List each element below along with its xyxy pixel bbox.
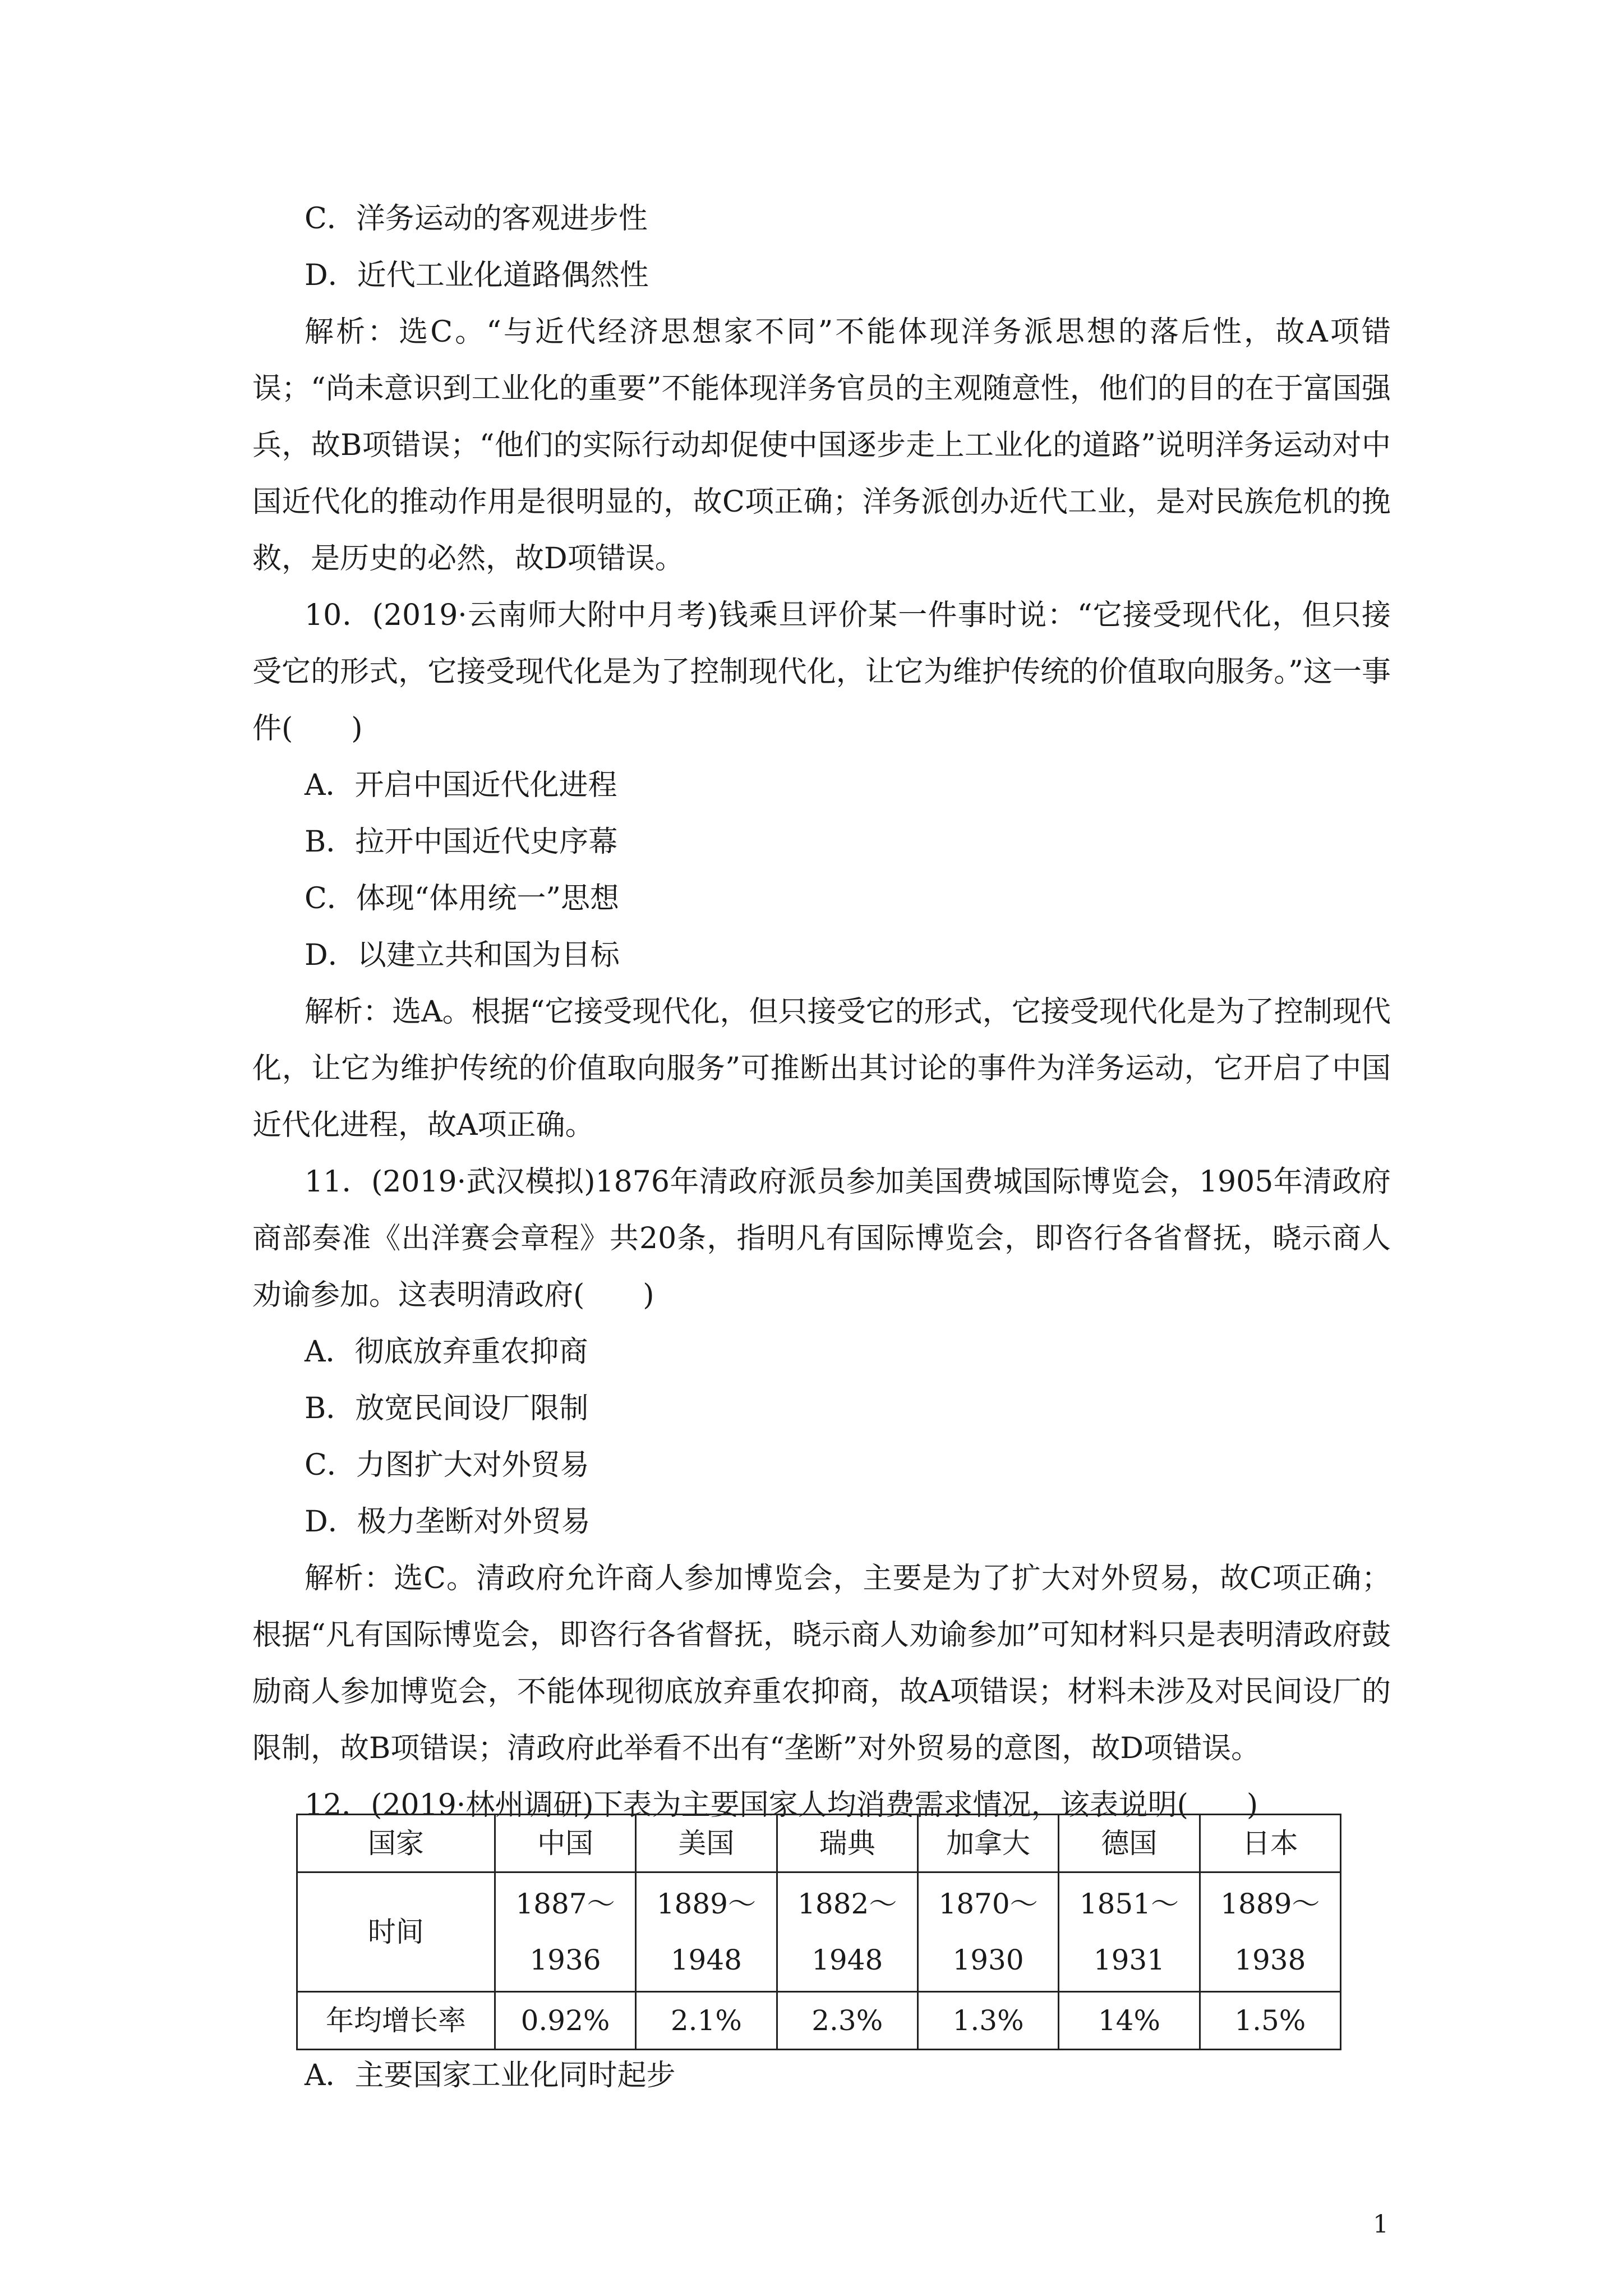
rate-cell: 1.3%	[917, 1992, 1058, 2050]
time-label-cell: 时间	[297, 1872, 495, 1992]
rate-cell: 1.5%	[1200, 1992, 1340, 2050]
rate-label-cell: 年均增长率	[297, 1992, 495, 2050]
time-end: 1936	[529, 1944, 601, 1976]
page-number: 1	[1373, 2210, 1389, 2239]
table-header-row	[297, 1815, 1341, 1872]
q10-analysis: 解析：选A。根据“它接受现代化，但只接受它的形式，它接受现代化是为了控制现代化，让它为维护传统的价值取向服务”可推断出其讨论的事件为洋务运动，它开启了中国近代化进程，故A项正确。	[252, 995, 1391, 1142]
time-start: 1870～	[938, 1888, 1038, 1920]
time-end: 1948	[670, 1944, 742, 1976]
country-cell: 美国	[636, 1815, 777, 1872]
q9-option-c: C．洋务运动的客观进步性	[305, 202, 648, 236]
q11-stem: 11．(2019·武汉模拟)1876年清政府派员参加美国费城国际博览会，1905年清政府商部奏准《出洋赛会章程》共20条，指明凡有国际博览会，即咨行各省督抚，晓示商人劝谕参加。这表明清政府( )	[252, 1165, 1391, 1312]
q11-analysis: 解析：选C。清政府允许商人参加博览会，主要是为了扩大对外贸易，故C项正确；根据“凡有国际博览会，即咨行各省督抚，晓示商人劝谕参加”可知材料只是表明清政府鼓励商人参加博览会，不能体现彻底放弃重农抑商，故A项错误；材料未涉及对民间设厂的限制，故B项错误；清政府此举看不出有“垄断”对外贸易的意图，故D项错误。	[252, 1562, 1391, 1765]
rate-cell: 0.92%	[495, 1992, 635, 2050]
page-content	[252, 191, 1391, 1834]
rate-cell: 2.1%	[636, 1992, 777, 2050]
time-end: 1931	[1093, 1944, 1165, 1976]
time-start: 1889～	[656, 1888, 756, 1920]
q10-option-c: C．体现“体用统一”思想	[305, 882, 619, 915]
time-cell	[777, 1872, 917, 1992]
time-cell	[495, 1872, 635, 1992]
q11-option-c: C．力图扩大对外贸易	[305, 1448, 589, 1482]
time-cell	[636, 1872, 777, 1992]
time-end: 1938	[1234, 1944, 1306, 1976]
rate-cell: 14%	[1059, 1992, 1200, 2050]
time-start: 1887～	[515, 1888, 615, 1920]
country-cell: 中国	[495, 1815, 635, 1872]
country-cell: 日本	[1200, 1815, 1340, 1872]
q11-option-b: B．放宽民间设厂限制	[305, 1392, 589, 1425]
time-cell	[1200, 1872, 1340, 1992]
table-row-rate	[297, 1992, 1341, 2050]
header-label-cell: 国家	[297, 1815, 495, 1872]
consumption-table	[296, 1814, 1341, 2050]
table-row-time	[297, 1872, 1341, 1992]
q10-option-d: D．以建立共和国为目标	[305, 938, 620, 972]
country-cell: 德国	[1059, 1815, 1200, 1872]
q12-stem: 12．(2019·林州调研)下表为主要国家人均消费需求情况，该表说明( )	[305, 1788, 1258, 1822]
time-cell	[1059, 1872, 1200, 1992]
time-start: 1889～	[1220, 1888, 1320, 1920]
country-cell: 瑞典	[777, 1815, 917, 1872]
q10-option-a: A．开启中国近代化进程	[305, 769, 617, 802]
time-cell	[917, 1872, 1058, 1992]
q11-option-d: D．极力垄断对外贸易	[305, 1505, 591, 1539]
q9-option-d: D．近代工业化道路偶然性	[305, 259, 649, 292]
time-end: 1948	[811, 1944, 883, 1976]
q11-option-a: A．彻底放弃重农抑商	[305, 1335, 588, 1369]
rate-cell: 2.3%	[777, 1992, 917, 2050]
time-start: 1851～	[1079, 1888, 1179, 1920]
time-start: 1882～	[797, 1888, 897, 1920]
q10-stem: 10．(2019·云南师大附中月考)钱乘旦评价某一件事时说：“它接受现代化，但只接受它的形式，它接受现代化是为了控制现代化，让它为维护传统的价值取向服务。”这一事件( )	[252, 599, 1391, 746]
q10-option-b: B．拉开中国近代史序幕	[305, 825, 618, 859]
time-end: 1930	[952, 1944, 1024, 1976]
country-cell: 加拿大	[917, 1815, 1058, 1872]
q12-option-a: A．主要国家工业化同时起步	[305, 2059, 676, 2092]
q9-analysis: 解析：选C。“与近代经济思想家不同”不能体现洋务派思想的落后性，故A项错误；“尚未意识到工业化的重要”不能体现洋务官员的主观随意性，他们的目的在于富国强兵，故B项错误；“他们的实际行动却促使中国逐步走上工业化的道路”说明洋务运动对中国近代化的推动作用是很明显的，故C项正确；洋务派创办近代工业，是对民族危机的挽救，是历史的必然，故D项错误。	[252, 315, 1391, 576]
